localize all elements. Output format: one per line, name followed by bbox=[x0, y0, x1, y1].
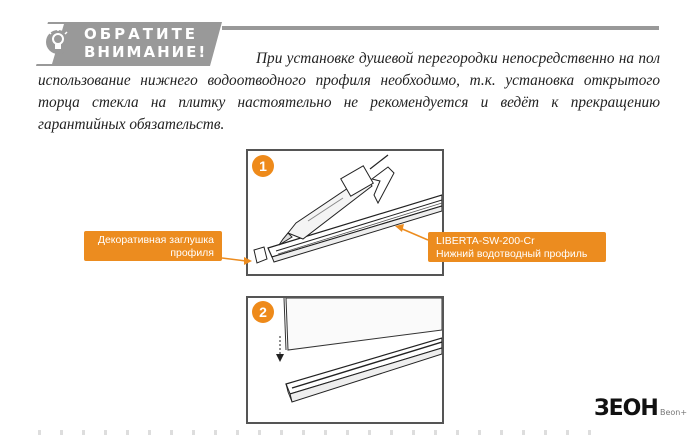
sealant-gun-drawing bbox=[248, 151, 442, 274]
banner-title-line2: ВНИМАНИЕ! bbox=[84, 43, 208, 61]
step-2-illustration bbox=[246, 296, 444, 424]
banner-title-line1: ОБРАТИТЕ bbox=[84, 25, 199, 43]
profile-callout-line1: LIBERTA-SW-200-Cr bbox=[436, 235, 535, 247]
end-cap-callout-line1: Декоративная заглушка bbox=[97, 234, 214, 246]
notice-paragraph bbox=[38, 48, 660, 136]
profile-callout bbox=[428, 232, 606, 262]
glass-placement-drawing bbox=[248, 298, 442, 422]
end-cap-callout-line2: профиля bbox=[170, 247, 214, 259]
arrow-down-icon bbox=[276, 336, 284, 362]
profile-callout-line2: Нижний водотводный профиль bbox=[436, 248, 588, 260]
brand-logo-text: ЗEOH bbox=[594, 396, 658, 421]
bottom-text-fragment bbox=[38, 430, 598, 435]
step-2-badge: 2 bbox=[252, 301, 274, 323]
step-1-badge: 1 bbox=[252, 155, 274, 177]
notice-text: При установке душевой перегородки непосредственно на пол использование нижнего водоотводного профиля необходимо, т.к. установка открытого торца стекла на плитку настоятельно не рекомендуется и ведёт к прекращению гарантийных обязательств. bbox=[38, 50, 660, 133]
header-rule bbox=[222, 26, 659, 30]
brand-logo bbox=[594, 396, 688, 422]
step-1-illustration bbox=[246, 149, 444, 276]
end-cap-callout bbox=[84, 231, 222, 261]
brand-logo-suffix: Beon+ bbox=[660, 408, 688, 417]
